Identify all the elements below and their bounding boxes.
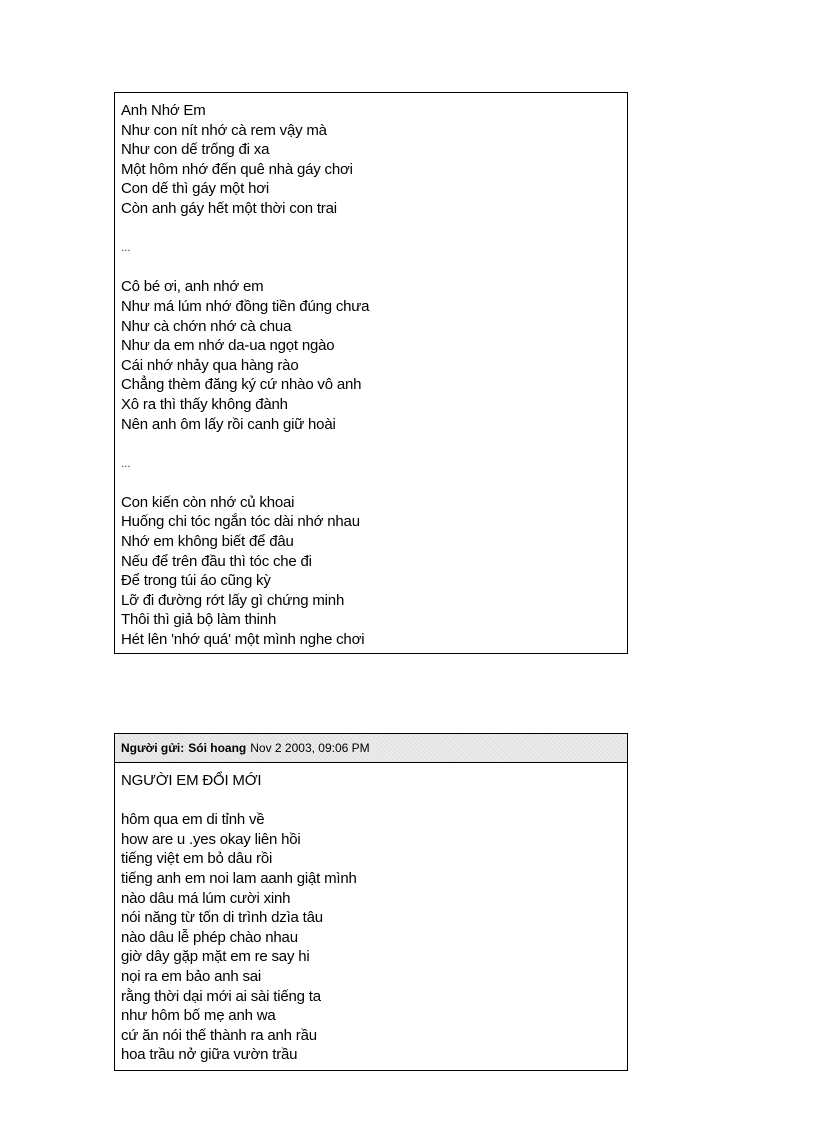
poem-line: hoa trầu nở giữa vườn trầu bbox=[121, 1046, 298, 1064]
poem-line bbox=[121, 434, 627, 454]
poem-line: Cô bé ơi, anh nhớ em bbox=[121, 278, 264, 296]
poem-line: Như con nít nhớ cà rem vậy mà bbox=[121, 121, 327, 139]
post-quote-box bbox=[114, 92, 628, 654]
poem-line: ... bbox=[121, 455, 131, 470]
poem-line bbox=[121, 473, 627, 493]
poem-line: cứ ăn nói thế thành ra anh rầu bbox=[121, 1026, 317, 1044]
poem-line bbox=[121, 791, 627, 811]
poem-line bbox=[121, 258, 627, 278]
poem-line: tiếng việt em bỏ dâu rồi bbox=[121, 850, 273, 868]
poem-line: Nếu để trên đầu thì tóc che đi bbox=[121, 552, 312, 570]
poem-line: rằng thời dại mới ai sài tiếng ta bbox=[121, 987, 321, 1005]
poem-line: nói năng từ tốn di trình dzìa tâu bbox=[121, 909, 323, 927]
poem-line bbox=[121, 219, 627, 239]
poem-line: nọi ra em bảo anh sai bbox=[121, 967, 262, 985]
post-body bbox=[115, 93, 627, 650]
poem-line: như hôm bố mẹ anh wa bbox=[121, 1007, 276, 1025]
poem-line: Cái nhớ nhảy qua hàng rào bbox=[121, 356, 299, 374]
poem-line: Con dế thì gáy một hơi bbox=[121, 180, 270, 198]
author-name[interactable]: Sói hoang bbox=[188, 741, 247, 755]
post-body bbox=[115, 763, 627, 1065]
poem-line: Như con dế trống đi xa bbox=[121, 141, 270, 159]
post-header bbox=[115, 734, 627, 763]
sender-label: Người gửi: bbox=[121, 741, 185, 755]
poem-line: Còn anh gáy hết một thời con trai bbox=[121, 199, 337, 217]
post-date: Nov 2 2003, 09:06 PM bbox=[250, 741, 370, 755]
poem-line: Như cà chớn nhớ cà chua bbox=[121, 317, 292, 335]
poem-line: hôm qua em di tỉnh về bbox=[121, 811, 265, 829]
poem-line: ... bbox=[121, 240, 131, 255]
poem-line: Để trong túi áo cũng kỳ bbox=[121, 572, 271, 590]
poem-line: Nên anh ôm lấy rồi canh giữ hoài bbox=[121, 415, 336, 433]
poem-line: Huống chi tóc ngắn tóc dài nhớ nhau bbox=[121, 513, 360, 531]
poem-line: Như da em nhớ da-ua ngọt ngào bbox=[121, 337, 335, 355]
poem-line: Lỡ đi đường rớt lấy gì chứng minh bbox=[121, 591, 345, 609]
poem-line: Xô ra thì thấy không đành bbox=[121, 395, 288, 413]
poem-line: Con kiến còn nhớ củ khoai bbox=[121, 493, 295, 511]
poem-line: Thôi thì giả bộ làm thinh bbox=[121, 611, 277, 629]
poem-line: Một hôm nhớ đến quê nhà gáy chơi bbox=[121, 160, 353, 178]
poem-line: nào dâu má lúm cười xinh bbox=[121, 889, 291, 907]
poem-line: giờ dây gặp mặt em re say hi bbox=[121, 948, 310, 966]
poem-line: Như má lúm nhớ đồng tiền đúng chưa bbox=[121, 297, 370, 315]
poem-line: tiếng anh em noi lam aanh giật mình bbox=[121, 869, 357, 887]
poem-line: Hét lên 'nhớ quá' một mình nghe chơi bbox=[121, 631, 365, 649]
poem-line: nào dâu lễ phép chào nhau bbox=[121, 928, 298, 946]
poem-line: NGƯỜI EM ĐỔI MỚI bbox=[121, 772, 262, 789]
poem-line: Nhớ em không biết để đâu bbox=[121, 533, 294, 551]
post-box bbox=[114, 733, 628, 1071]
poem-line: how are u .yes okay liên hồi bbox=[121, 830, 301, 848]
poem-line: Chẳng thèm đăng ký cứ nhào vô anh bbox=[121, 376, 362, 394]
poem-line: Anh Nhớ Em bbox=[121, 102, 206, 119]
